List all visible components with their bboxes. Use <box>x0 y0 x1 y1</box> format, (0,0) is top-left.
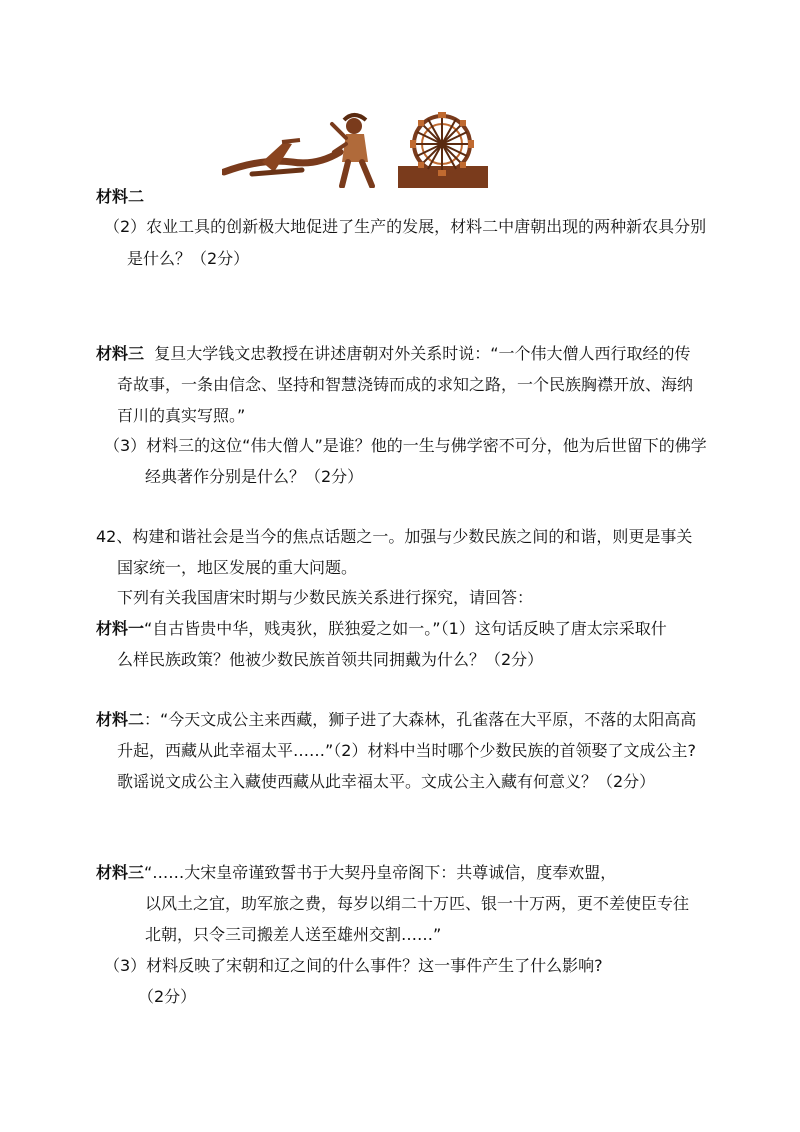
question-2-line-1: （2）农业工具的创新极大地促进了生产的发展，材料二中唐朝出现的两种新农具分别 <box>104 217 707 236</box>
question-3-line-2: 经典著作分别是什么？（2分） <box>145 467 364 486</box>
material-3-line-2: 奇故事，一条由信念、坚持和智慧浇铸而成的求知之路，一个民族胸襟开放、海纳 <box>117 375 694 394</box>
q42-question-3-line-2: （2分） <box>138 987 197 1006</box>
waterwheel-image <box>398 110 488 188</box>
q42-material-3-label: 材料三 <box>96 863 145 882</box>
q42-material-1-label: 材料一 <box>96 619 145 638</box>
q42-material-3-line-3: 北朝，只令三司搬差人送至雄州交割……” <box>145 925 442 944</box>
q42-material-1-text-1: “自古皆贵中华，贱夷狄，朕独爱之如一。”（1）这句话反映了唐太宗采取什 <box>144 619 667 638</box>
question-42-line-2: 国家统一，地区发展的重大问题。 <box>117 558 358 577</box>
q42-material-2-text-1: ：“今天文成公主来西藏，狮子进了大森林，孔雀落在大平原，不落的太阳高高 <box>144 710 697 729</box>
question-42-line-1: 42、构建和谐社会是当今的焦点话题之一。加强与少数民族之间的和谐，则更是事关 <box>96 527 693 546</box>
q42-material-3-line-1 <box>96 861 616 885</box>
material-2-label: 材料二 <box>96 187 145 206</box>
material-3-line-1 <box>96 342 690 366</box>
question-42-line-3: 下列有关我国唐宋时期与少数民族关系进行探究，请回答： <box>117 588 534 607</box>
question-3-line-1: （3）材料三的这位“伟大僧人”是谁？他的一生与佛学密不可分，他为后世留下的佛学 <box>104 436 707 455</box>
curved-plough-image <box>222 112 380 188</box>
q42-material-2-line-1 <box>96 708 696 732</box>
material-3-label: 材料三 <box>96 344 145 363</box>
q42-material-2-label: 材料二 <box>96 710 145 729</box>
material-3-line-3: 百川的真实写照。” <box>117 406 246 425</box>
q42-material-3-text-1: “……大宋皇帝谨致誓书于大契丹皇帝阁下：共尊诚信，度奉欢盟， <box>144 863 617 882</box>
question-2-line-2: 是什么？（2分） <box>127 249 250 268</box>
q42-material-2-line-3: 歌谣说文成公主入藏使西藏从此幸福太平。文成公主入藏有何意义？（2分） <box>117 772 656 791</box>
material-3-text-1: 复旦大学钱文忠教授在讲述唐朝对外关系时说：“一个伟大僧人西行取经的传 <box>154 344 691 363</box>
q42-material-1-line-1 <box>96 617 667 641</box>
q42-material-1-line-2: 么样民族政策？他被少数民族首领共同拥戴为什么？（2分） <box>117 650 544 669</box>
q42-material-3-line-2: 以风土之宜，助军旅之费，每岁以绢二十万匹、银一十万两，更不差使臣专往 <box>145 894 690 913</box>
q42-question-3-line-1: （3）材料反映了宋朝和辽之间的什么事件？这一事件产生了什么影响? <box>104 956 603 975</box>
q42-material-2-line-2: 升起，西藏从此幸福太平……”（2）材料中当时哪个少数民族的首领娶了文成公主? <box>117 741 696 760</box>
